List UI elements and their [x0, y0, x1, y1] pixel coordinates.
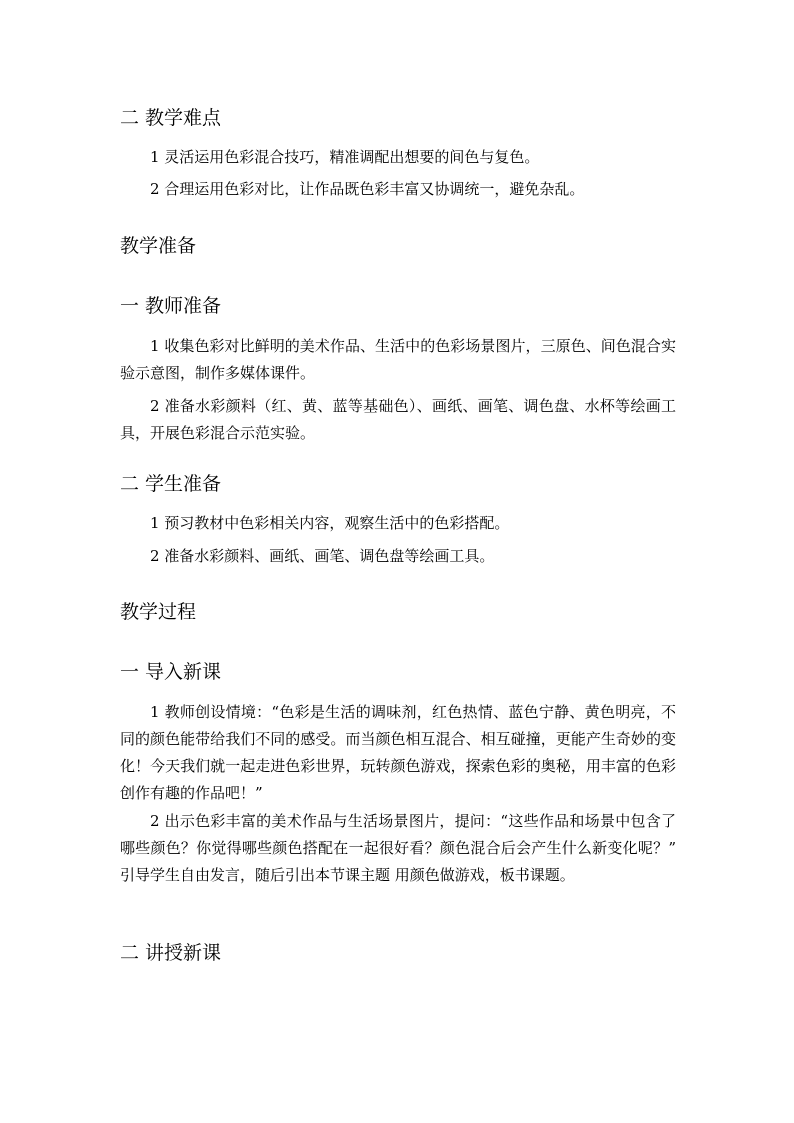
heading-student-preparation: 二 学生准备 [120, 473, 222, 495]
difficulty-item-2: 2 合理运用色彩对比，让作品既色彩丰富又协调统一，避免杂乱。 [150, 180, 585, 198]
student-prep-item-1: 1 预习教材中色彩相关内容，观察生活中的色彩搭配。 [150, 514, 510, 532]
intro-item-2: 2 出示色彩丰富的美术作品与生活场景图片，提问：“这些作品和场景中包含了哪些颜色？你觉得哪些颜色搭配在一起很好看？颜色混合后会产生什么新变化呢？” 引导学生自由发言，随后引出本节课主题 用颜色做游戏，板书课题。 [120, 812, 676, 884]
heading-teach-new-lesson: 二 讲授新课 [120, 942, 222, 964]
teacher-prep-item-1: 1 收集色彩对比鲜明的美术作品、生活中的色彩场景图片，三原色、间色混合实验示意图，制作多媒体课件。 [120, 337, 676, 382]
heading-teaching-process: 教学过程 [120, 601, 197, 623]
student-prep-item-2: 2 准备水彩颜料、画纸、画笔、调色盘等绘画工具。 [150, 547, 495, 565]
heading-teacher-preparation: 一 教师准备 [120, 295, 222, 317]
heading-introduce-new-lesson: 一 导入新课 [120, 661, 222, 683]
heading-teaching-preparation: 教学准备 [120, 235, 197, 257]
teacher-prep-item-2: 2 准备水彩颜料（红、黄、蓝等基础色）、画纸、画笔、调色盘、水杯等绘画工具，开展色彩混合示范实验。 [120, 397, 676, 442]
difficulty-item-1: 1 灵活运用色彩混合技巧，精准调配出想要的间色与复色。 [150, 148, 540, 166]
intro-item-1: 1 教师创设情境：“色彩是生活的调味剂，红色热情、蓝色宁静、黄色明亮，不同的颜色能带给我们不同的感受。而当颜色相互混合、相互碰撞，更能产生奇妙的变化！今天我们就一起走进色彩世界，玩转颜色游戏，探索色彩的奥秘，用丰富的色彩创作有趣的作品吧！” [120, 703, 676, 802]
heading-teaching-difficulties: 二 教学难点 [120, 107, 222, 129]
